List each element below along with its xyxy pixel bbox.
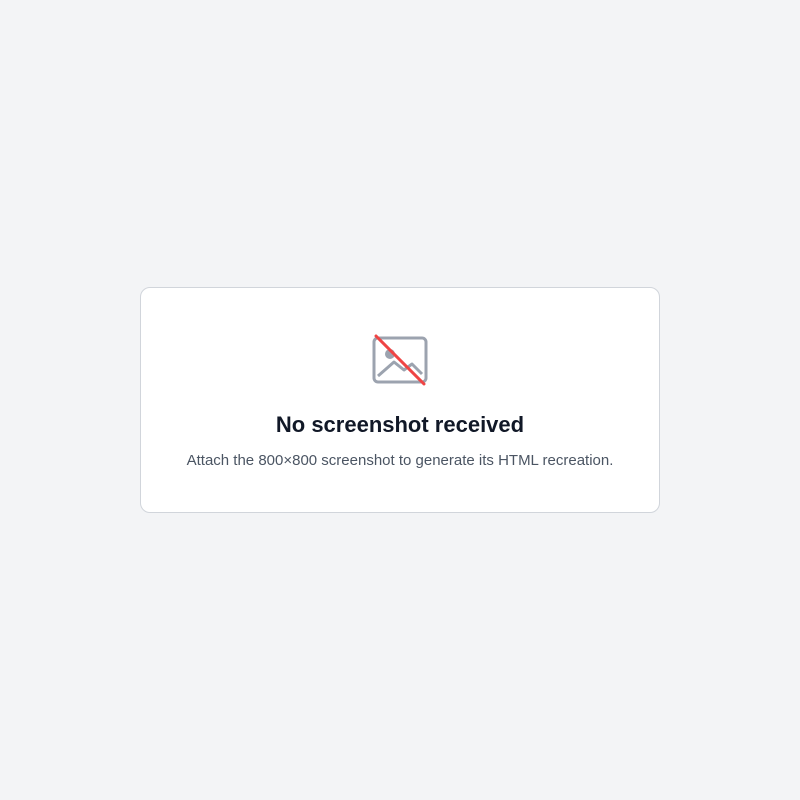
notice-card <box>140 287 660 514</box>
image-missing-icon <box>368 328 432 392</box>
notice-message: Attach the 800×800 screenshot to generate its HTML recreation. <box>186 451 614 469</box>
notice-title: No screenshot received <box>275 411 525 437</box>
